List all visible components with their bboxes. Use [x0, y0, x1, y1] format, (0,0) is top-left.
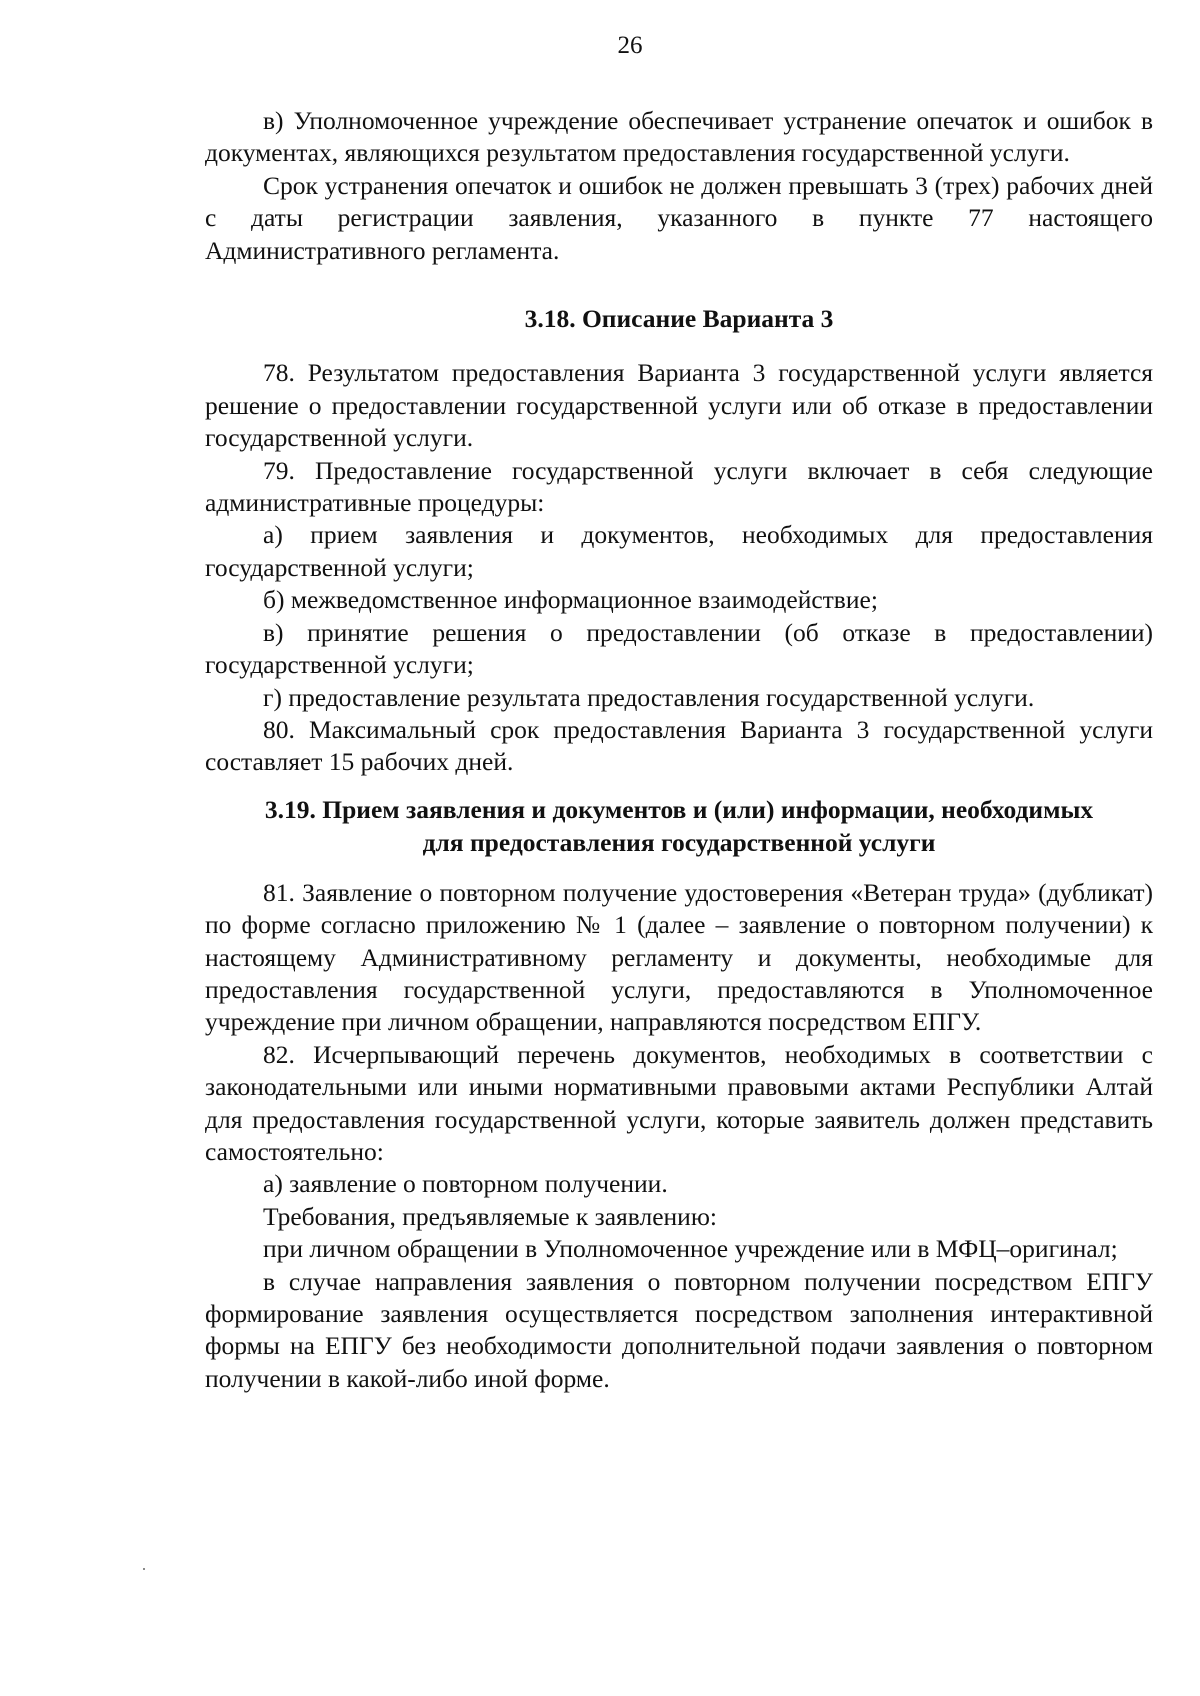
section-3-18-title: 3.18. Описание Варианта 3 — [524, 304, 834, 334]
paragraph-v-typos: в) Уполномоченное учреждение обеспечивает устранение опечаток и ошибок в документах, являющихся результатом предоставления государственной услуги. — [205, 106, 1153, 168]
page-number: 26 — [617, 32, 643, 59]
section-3-19-title-line1: 3.19. Прием заявления и документов и (или) информации, необходимых — [264, 794, 1094, 824]
scan-speck — [143, 1568, 145, 1570]
paragraph-78: 78. Результатом предоставления Варианта 3 государственной услуги является решение о предоставлении государственной услуги или об отказе в предоставлении государственной услуги. — [205, 358, 1153, 453]
paragraph-79: 79. Предоставление государственной услуги включает в себя следующие административные процедуры: — [205, 455, 1153, 518]
requirement-in-person: при личном обращении в Уполномоченное учреждение или в МФЦ–оригинал; — [263, 1234, 1118, 1264]
paragraph-82: 82. Исчерпывающий перечень документов, необходимых в соответствии с законодательными или иными нормативными правовыми актами Республики Алтай для предоставления государственной услуги, которые заявитель должен представить самостоятельно: — [205, 1039, 1153, 1166]
paragraph-80: 80. Максимальный срок предоставления Варианта 3 государственной услуги составляет 15 рабочих дней. — [205, 714, 1153, 777]
requirements-heading: Требования, предъявляемые к заявлению: — [263, 1201, 717, 1231]
requirement-epgu: в случае направления заявления о повторном получении посредством ЕПГУ формирование заявления осуществляется посредством заполнения интерактивной формы на ЕПГУ без необходимости дополнительной подачи заявления о повторном получении в какой-либо иной форме. — [205, 1266, 1153, 1393]
paragraph-81: 81. Заявление о повторном получение удостоверения «Ветеран труда» (дубликат) по форме согласно приложению № 1 (далее – заявление о повторном получении) к настоящему Административному регламенту и документы, необходимые для предоставления государственной услуги, предоставляются в Уполномоченное учреждение при личном обращении, направляются посредством ЕПГУ. — [205, 877, 1153, 1037]
list-item-a: а) прием заявления и документов, необходимых для предоставления государственной услуги; — [205, 520, 1153, 582]
list-item-b: б) межведомственное информационное взаимодействие; — [263, 585, 878, 615]
list-item-g: г) предоставление результата предоставления государственной услуги. — [263, 682, 1035, 712]
paragraph-typo-deadline: Срок устранения опечаток и ошибок не должен превышать 3 (трех) рабочих дней с даты регистрации заявления, указанного в пункте 77 настоящего Административного регламента. — [205, 170, 1153, 265]
list-item-a-application: а) заявление о повторном получении. — [263, 1169, 668, 1199]
list-item-v: в) принятие решения о предоставлении (об отказе в предоставлении) государственной услуги; — [205, 617, 1153, 680]
section-3-19-title — [205, 793, 1153, 859]
section-3-19-title-line2: для предоставления государственной услуги — [422, 827, 936, 857]
document-body — [205, 105, 1153, 1395]
